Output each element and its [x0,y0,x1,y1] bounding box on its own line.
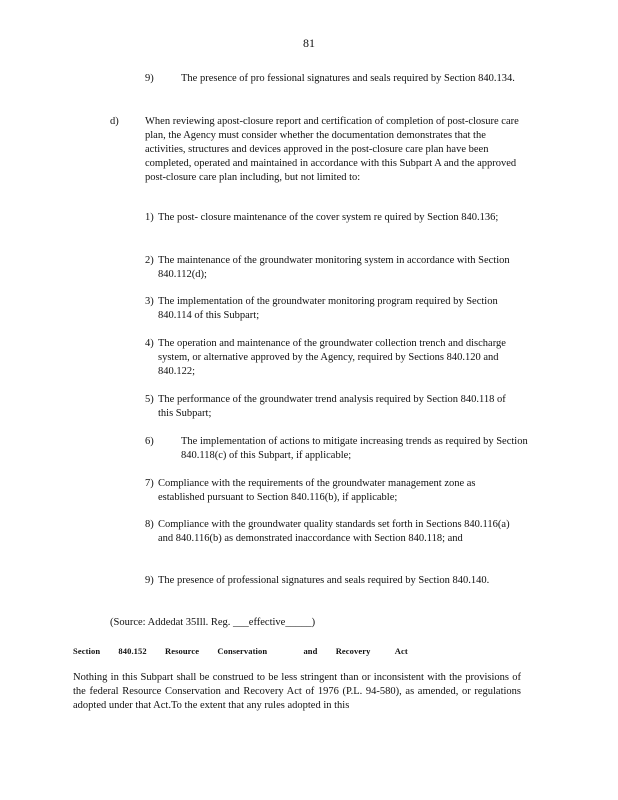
item-marker: 3) [145,296,154,307]
item-text: The post- closure maintenance of the cover system re quired by Section 840.136; [158,212,499,223]
item-text: The maintenance of the groundwater monitoring system in accordance with Section 840.112(d); [158,255,510,280]
page-number: 81 [303,36,315,50]
item-marker: 8) [145,519,154,530]
item-marker: 6) [145,436,154,447]
item-marker: 1) [145,212,154,223]
item-text: The implementation of actions to mitigate increasing trends as required by Section 840.118(c) of this Subpart, if applicable; [181,436,528,461]
item-marker: d) [110,116,119,127]
item-text: The implementation of the groundwater monitoring program required by Section 840.114 of this Subpart; [158,296,498,321]
item-text: The presence of pro fessional signatures and seals required by Section 840.134. [181,73,515,84]
source-note: (Source: Addedat 35Ill. Reg. ___effective_____) [110,617,316,628]
heading-word: Act [394,646,408,656]
item-marker: 9) [145,575,154,586]
heading-section-label: Section [73,646,101,656]
heading-word: and [303,646,318,656]
section-heading [73,646,533,656]
heading-word: Resource [164,646,200,656]
item-marker: 2) [145,255,154,266]
item-marker: 5) [145,394,154,405]
heading-word: Recovery [335,646,371,656]
item-marker: 7) [145,478,154,489]
item-text: The performance of the groundwater trend analysis required by Section 840.118 of this Subpart; [158,394,506,419]
heading-section-number: 840.152 [118,646,147,656]
body-paragraph: Nothing in this Subpart shall be construed to be less stringent than or inconsistent with the provisions of the federal Resource Conservation and Recovery Act of 1976 (P.L. 94-580), as amended, or regulations adopted under that Act.To the extent that any rules adopted in this [73,672,521,711]
item-text: Compliance with the requirements of the groundwater management zone as established pursuant to Section 840.116(b), if applicable; [158,478,476,503]
item-text: When reviewing apost-closure report and certification of completion of post-closure care plan, the Agency must consider whether the documentation demonstrates that the activities, structures and devices approved in the post-closure care plan have been completed, operated and maintained in accordance with this Subpart A and the approved post-closure care plan including, but not limited to: [145,116,519,183]
item-text: The operation and maintenance of the groundwater collection trench and discharge system, or alternative approved by the Agency, required by Sections 840.120 and 840.122; [158,338,506,377]
item-text: Compliance with the groundwater quality standards set forth in Sections 840.116(a) and 840.116(b) as demonstrated inaccordance with Section 840.118; and [158,519,510,544]
heading-word: Conservation [217,646,268,656]
item-text: The presence of professional signatures and seals required by Section 840.140. [158,575,490,586]
item-marker: 4) [145,338,154,349]
item-marker: 9) [145,73,154,84]
